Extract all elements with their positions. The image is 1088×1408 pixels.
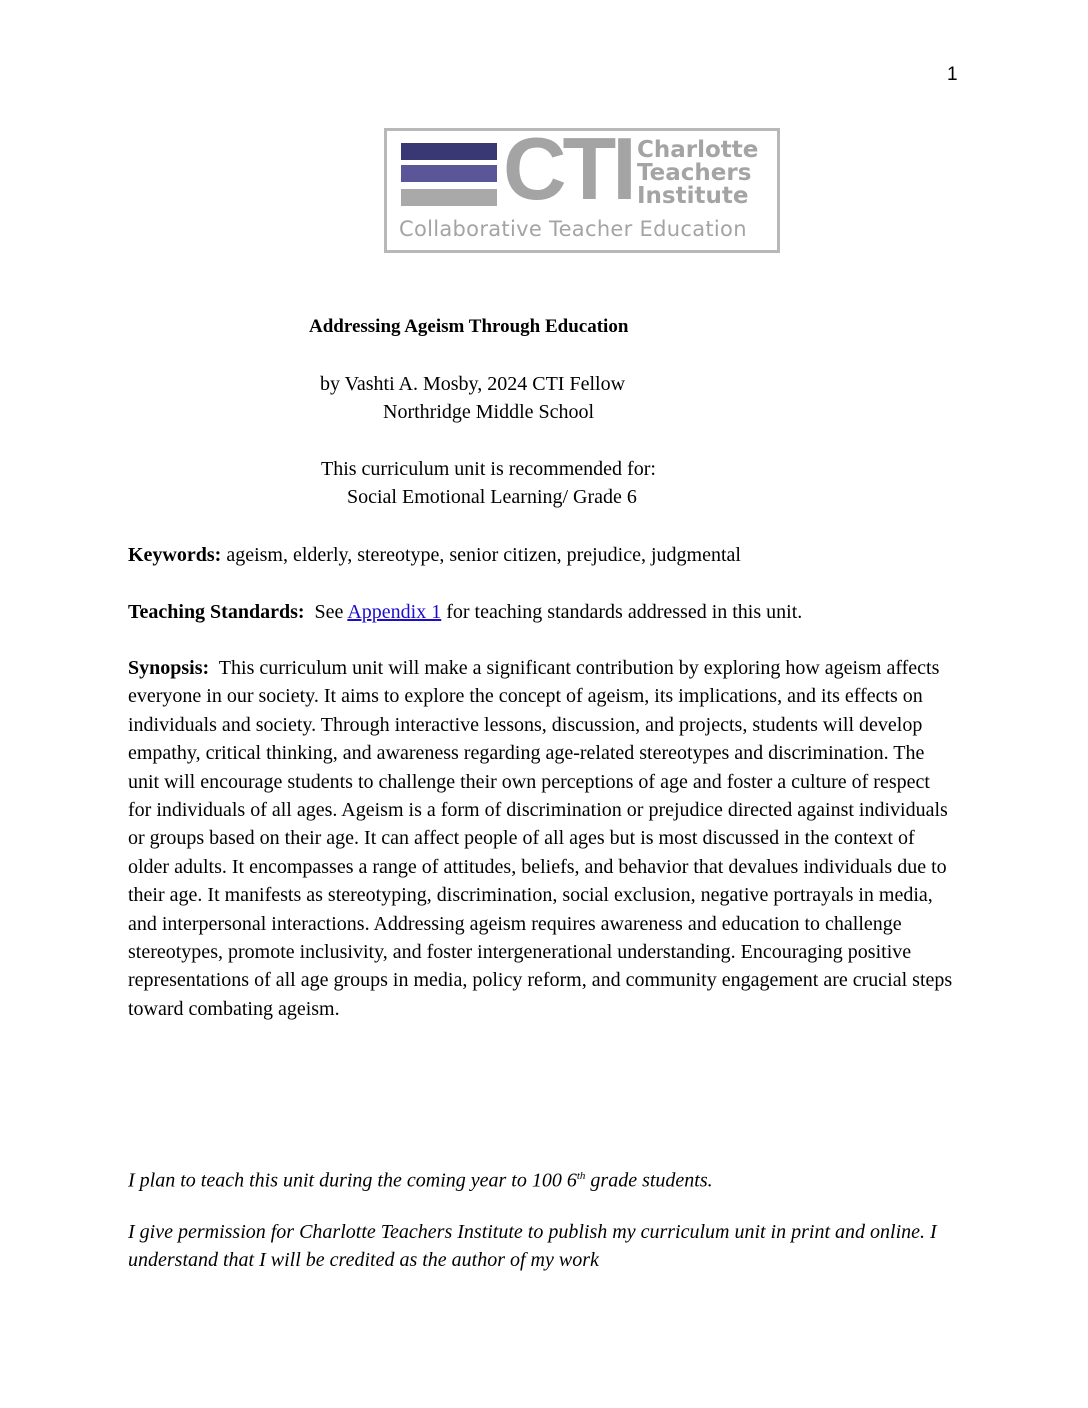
- school-line: Northridge Middle School: [383, 401, 595, 423]
- appendix-1-link[interactable]: Appendix 1: [347, 601, 442, 623]
- logo-name-line: Charlotte: [637, 137, 759, 163]
- keywords-value: ageism, elderly, stereotype, senior citizen, prejudice, judgmental: [226, 544, 741, 566]
- document-title: Addressing Ageism Through Education: [309, 316, 629, 337]
- teaching-standards-suffix: for teaching standards addressed in this unit.: [446, 601, 803, 623]
- plan-superscript: th: [576, 1170, 586, 1182]
- plan-statement: [128, 1162, 958, 1195]
- keywords-label: Keywords:: [128, 544, 222, 566]
- recommended-label: This curriculum unit is recommended for:: [321, 458, 656, 480]
- logo-bar-dark: [401, 143, 497, 160]
- logo-name-line: Teachers: [637, 160, 752, 186]
- plan-text-before: I plan to teach this unit during the coming year to 100 6: [128, 1169, 577, 1192]
- keywords-paragraph: [128, 541, 958, 569]
- synopsis-paragraph: [128, 654, 958, 1023]
- recommended-value: Social Emotional Learning/ Grade 6: [347, 486, 637, 508]
- teaching-standards-label: Teaching Standards:: [128, 601, 305, 623]
- page-number: 1: [947, 64, 958, 85]
- plan-text-after: grade students.: [585, 1169, 713, 1192]
- cti-logo: [384, 119, 780, 253]
- logo-bar-mid: [401, 165, 497, 182]
- logo-tagline: Collaborative Teacher Education: [399, 217, 747, 241]
- logo-bar-gray: [401, 189, 497, 206]
- teaching-standards-paragraph: [128, 598, 958, 626]
- logo-acronym: CTI: [503, 119, 633, 218]
- teaching-standards-prefix: See: [314, 601, 344, 623]
- author-line: by Vashti A. Mosby, 2024 CTI Fellow: [320, 373, 626, 395]
- synopsis-label: Synopsis:: [128, 657, 210, 679]
- logo-name-line: Institute: [637, 183, 749, 209]
- logo-name: [637, 139, 758, 208]
- permission-statement: I give permission for Charlotte Teachers Institute to publish my curriculum unit in print and online. I understand that I will be credited as the author of my work: [128, 1221, 937, 1272]
- synopsis-text: This curriculum unit will make a significant contribution by exploring how ageism affects everyone in our society. It aims to explore the concept of ageism, its implications, and its effects on individuals and society. Through interactive lessons, discussion, and projects, students will develop empathy, critical thinking, and awareness regarding age-related stereotypes and discrimination. The unit will encourage students to challenge their own perceptions of age and foster a culture of respect for individuals of all ages. Ageism is a form of discrimination or prejudice directed against individuals or groups based on their age. It can affect people of all ages but is most discussed in the context of older adults. It encompasses a range of attitudes, beliefs, and behavior that devalues individuals due to their age. It manifests as stereotyping, discrimination, social exclusion, negative portrayals in media, and interpersonal interactions. Addressing ageism requires awareness and education to challenge stereotypes, promote inclusivity, and foster intergenerational understanding. Encouraging positive representations of all age groups in media, policy reform, and community engagement are crucial steps toward combating ageism.: [128, 657, 953, 1020]
